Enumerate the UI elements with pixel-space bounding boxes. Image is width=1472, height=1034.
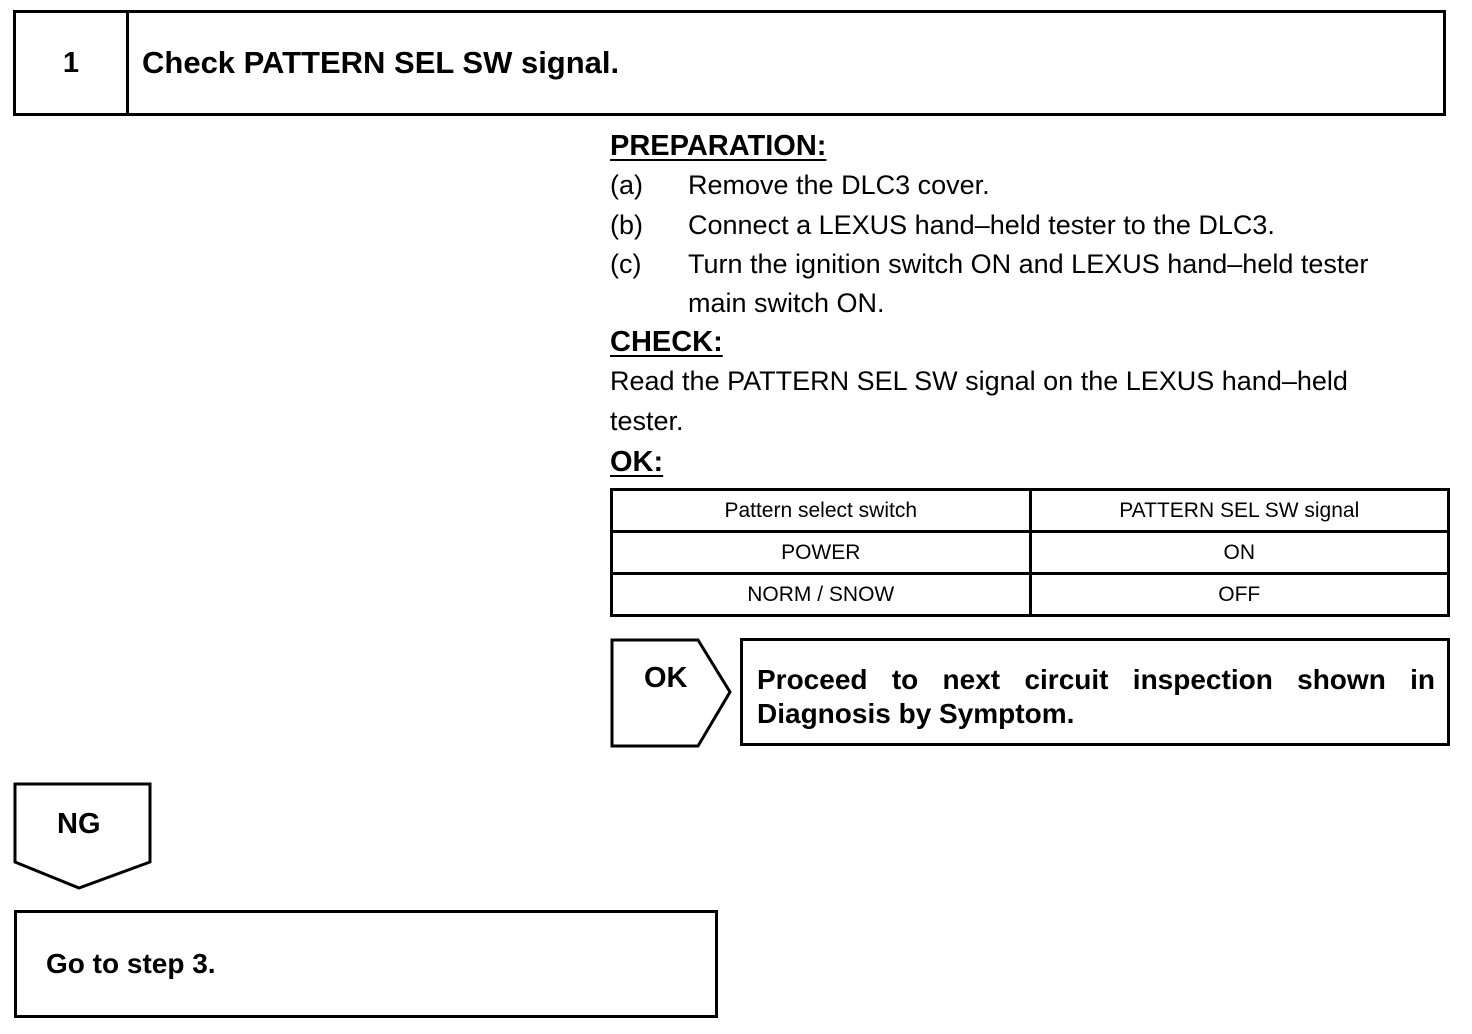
table-header-cell: PATTERN SEL SW signal	[1030, 490, 1449, 532]
table-cell: POWER	[612, 532, 1031, 574]
ng-arrow-label: NG	[57, 808, 101, 840]
item-text: Connect a LEXUS hand–held tester to the DLC3.	[688, 210, 1275, 240]
step-number: 1	[16, 13, 129, 113]
ok-arrow-label: OK	[644, 662, 688, 694]
ok-result-box: Proceed to next circuit inspection shown in Diagnosis by Symptom.	[740, 638, 1450, 746]
ok-heading: OK:	[610, 446, 664, 478]
preparation-heading: PREPARATION:	[610, 130, 827, 162]
check-text-line1: Read the PATTERN SEL SW signal on the LEXUS hand–held	[610, 366, 1348, 396]
table-row	[612, 574, 1449, 616]
check-text-line2: tester.	[610, 406, 684, 436]
item-text: Turn the ignition switch ON and LEXUS hand–held tester	[688, 249, 1369, 279]
ok-spec-table	[610, 488, 1450, 617]
ng-result-box	[14, 910, 718, 1018]
check-heading: CHECK:	[610, 326, 723, 358]
table-cell: NORM / SNOW	[612, 574, 1031, 616]
item-text: Remove the DLC3 cover.	[688, 170, 990, 200]
table-header-row	[612, 490, 1449, 532]
item-text-continued: main switch ON.	[688, 288, 885, 318]
item-label: (a)	[610, 170, 643, 200]
table-cell: ON	[1030, 532, 1449, 574]
table-row	[612, 532, 1449, 574]
table-cell: OFF	[1030, 574, 1449, 616]
ng-result-text: Go to step 3.	[46, 948, 216, 979]
step-header	[13, 10, 1446, 116]
table-header-cell: Pattern select switch	[612, 490, 1031, 532]
item-label: (b)	[610, 210, 643, 240]
step-title: Check PATTERN SEL SW signal.	[142, 45, 620, 80]
item-label: (c)	[610, 249, 642, 279]
